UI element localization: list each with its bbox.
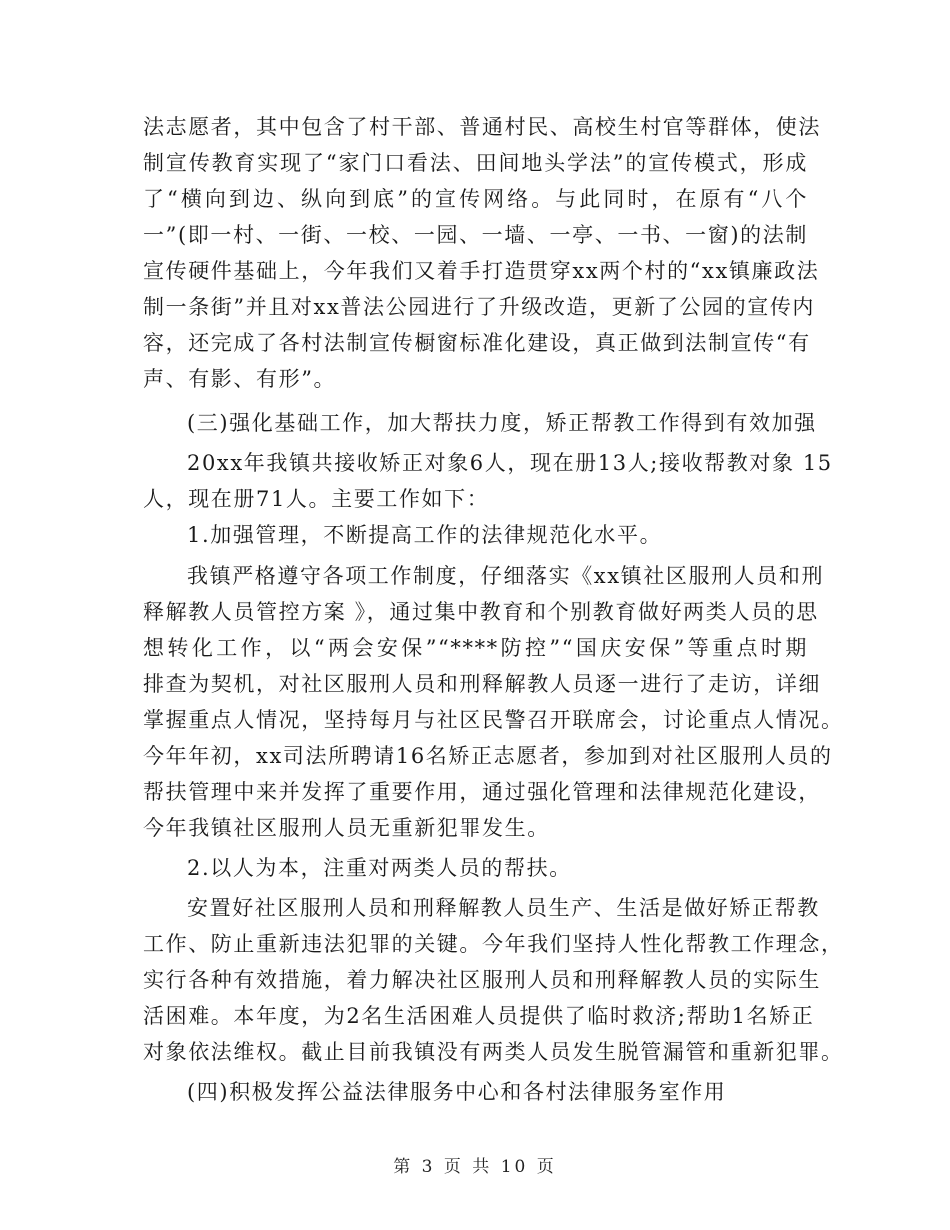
text-line: 我镇严格遵守各项工作制度，仔细落实《xx镇社区服刑人员和刑 xyxy=(187,564,825,588)
text-line: 实行各种有效措施，着力解决社区服刑人员和刑释解教人员的实际生 xyxy=(143,968,821,992)
text-line: 制一条街”并且对xx普法公园进行了升级改造，更新了公园的宣传内 xyxy=(143,295,816,319)
section-heading: (三)强化基础工作，加大帮扶力度，矫正帮教工作得到有效加强 xyxy=(187,411,817,435)
text-line: 20xx年我镇共接收矫正对象6人，现在册13人;接收帮教对象 15 xyxy=(187,451,833,475)
text-line: 法志愿者，其中包含了村干部、普通村民、高校生村官等群体，使法 xyxy=(143,115,821,139)
text-line: 掌握重点人情况，坚持每月与社区民警召开联席会，讨论重点人情况。 xyxy=(143,708,844,732)
text-line: 了“横向到边、纵向到底”的宣传网络。与此同时，在原有“八个 xyxy=(143,187,808,211)
text-line: 排查为契机，对社区服刑人员和刑释解教人员逐一进行了走访，详细 xyxy=(143,672,821,696)
text-line: 工作、防止重新违法犯罪的关键。今年我们坚持人性化帮教工作理念， xyxy=(143,932,844,956)
text-line: 人，现在册71人。主要工作如下： xyxy=(143,487,490,511)
text-line: 想转化工作，以“两会安保”“****防控”“国庆安保”等重点时期 xyxy=(143,636,808,660)
section-heading: (四)积极发挥公益法律服务中心和各村法律服务室作用 xyxy=(187,1080,727,1104)
text-line: 一”(即一村、一街、一校、一园、一墙、一亭、一书、一窗)的法制 xyxy=(143,223,808,247)
text-line: 活困难。本年度，为2名生活困难人员提供了临时救济;帮助1名矫正 xyxy=(143,1004,815,1028)
subsection-heading: 2.以人为本，注重对两类人员的帮扶。 xyxy=(187,856,572,880)
page-number-footer: 第 3 页 共 10 页 xyxy=(393,1157,557,1177)
text-line: 帮扶管理中来并发挥了重要作用，通过强化管理和法律规范化建设， xyxy=(143,780,821,804)
text-line: 安置好社区服刑人员和刑释解教人员生产、生活是做好矫正帮教 xyxy=(187,896,820,920)
text-line: 声、有影、有形”。 xyxy=(143,367,337,391)
text-line: 释解教人员管控方案 》，通过集中教育和个别教育做好两类人员的思 xyxy=(143,600,819,624)
text-line: 宣传硬件基础上，今年我们又着手打造贯穿xx两个村的“xx镇廉政法 xyxy=(143,259,820,283)
text-line: 今年我镇社区服刑人员无重新犯罪发生。 xyxy=(143,816,550,840)
text-line: 今年年初，xx司法所聘请16名矫正志愿者，参加到对社区服刑人员的 xyxy=(143,744,833,768)
subsection-heading: 1.加强管理，不断提高工作的法律规范化水平。 xyxy=(187,523,663,547)
text-line: 对象依法维权。截止目前我镇没有两类人员发生脱管漏管和重新犯罪。 xyxy=(143,1040,844,1064)
text-line: 容，还完成了各村法制宣传橱窗标准化建设，真正做到法制宣传“有 xyxy=(143,331,811,355)
text-line: 制宣传教育实现了“家门口看法、田间地头学法”的宣传模式，形成 xyxy=(143,151,808,175)
